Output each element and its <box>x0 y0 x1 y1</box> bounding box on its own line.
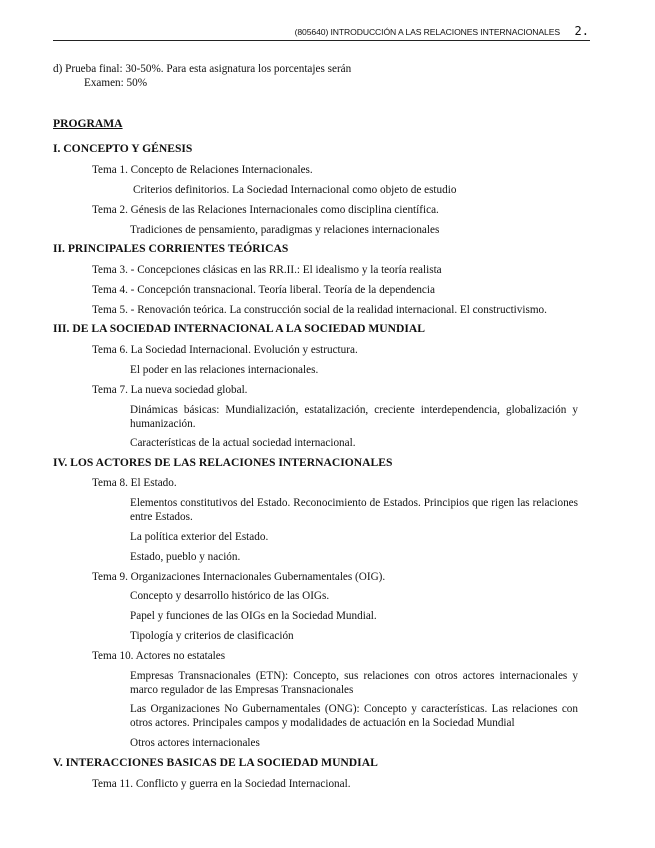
tema-2: Tema 2. Génesis de las Relaciones Internacionales como disciplina científica. <box>92 204 439 216</box>
tema-7-detail-2: Características de la actual sociedad internacional. <box>130 437 356 449</box>
section-5-title: V. INTERACCIONES BASICAS DE LA SOCIEDAD MUNDIAL <box>53 756 378 769</box>
page-header <box>53 24 590 41</box>
tema-10-detail-3: Otros actores internacionales <box>130 737 260 749</box>
tema-7-detail-1: Dinámicas básicas: Mundialización, estatalización, creciente interdependencia, globalización y humanización. <box>130 404 578 430</box>
section-1-title: I. CONCEPTO Y GÉNESIS <box>53 142 193 155</box>
tema-9-detail-3: Tipología y criterios de clasificación <box>130 630 294 642</box>
tema-6-detail: El poder en las relaciones internacionales. <box>130 364 319 376</box>
tema-3: Tema 3. - Concepciones clásicas en las RR.II.: El idealismo y la teoría realista <box>92 264 442 276</box>
programa-heading: PROGRAMA <box>53 117 123 130</box>
tema-6: Tema 6. La Sociedad Internacional. Evolución y estructura. <box>92 344 358 356</box>
tema-11: Tema 11. Conflicto y guerra en la Sociedad Internacional. <box>92 778 351 790</box>
tema-10-detail-1: Empresas Transnacionales (ETN): Concepto, sus relaciones con otros actores internacionales y marco regulador de las Empresas Transnacionales <box>130 670 578 696</box>
tema-2-detail: Tradiciones de pensamiento, paradigmas y relaciones internacionales <box>130 224 440 236</box>
tema-4: Tema 4. - Concepción transnacional. Teoría liberal. Teoría de la dependencia <box>92 284 435 296</box>
section-2-title: II. PRINCIPALES CORRIENTES TEÓRICAS <box>53 242 289 255</box>
tema-1-detail: Criterios definitorios. La Sociedad Internacional como objeto de estudio <box>133 184 457 196</box>
intro-line-2: Examen: 50% <box>84 77 148 89</box>
tema-8-detail-1: Elementos constitutivos del Estado. Reconocimiento de Estados. Principios que rigen las relaciones entre Estados. <box>130 497 578 523</box>
tema-9: Tema 9. Organizaciones Internacionales Gubernamentales (OIG). <box>92 571 386 583</box>
section-3-title: III. DE LA SOCIEDAD INTERNACIONAL A LA SOCIEDAD MUNDIAL <box>53 322 426 335</box>
tema-10: Tema 10. Actores no estatales <box>92 650 226 662</box>
tema-9-detail-2: Papel y funciones de las OIGs en la Sociedad Mundial. <box>130 610 377 622</box>
section-4-title: IV. LOS ACTORES DE LAS RELACIONES INTERNACIONALES <box>53 456 393 469</box>
header-title: (805640) INTRODUCCIÓN A LAS RELACIONES INTERNACIONALES <box>294 27 560 37</box>
tema-8: Tema 8. El Estado. <box>92 477 177 489</box>
tema-1: Tema 1. Concepto de Relaciones Internacionales. <box>92 164 313 176</box>
tema-5: Tema 5. - Renovación teórica. La construcción social de la realidad internacional. El constructivismo. <box>92 304 547 316</box>
intro-line-1: d) Prueba final: 30-50%. Para esta asignatura los porcentajes serán <box>53 63 352 75</box>
tema-8-detail-2: La política exterior del Estado. <box>130 531 269 543</box>
tema-9-detail-1: Concepto y desarrollo histórico de las OIGs. <box>130 590 330 602</box>
page-number: 2. <box>574 24 589 38</box>
tema-8-detail-3: Estado, pueblo y nación. <box>130 551 241 563</box>
tema-7: Tema 7. La nueva sociedad global. <box>92 384 248 396</box>
tema-10-detail-2: Las Organizaciones No Gubernamentales (ONG): Concepto y características. Las relaciones con otros actores. Principales campos y modalidades de actuación en la Sociedad Mundial <box>130 703 578 729</box>
